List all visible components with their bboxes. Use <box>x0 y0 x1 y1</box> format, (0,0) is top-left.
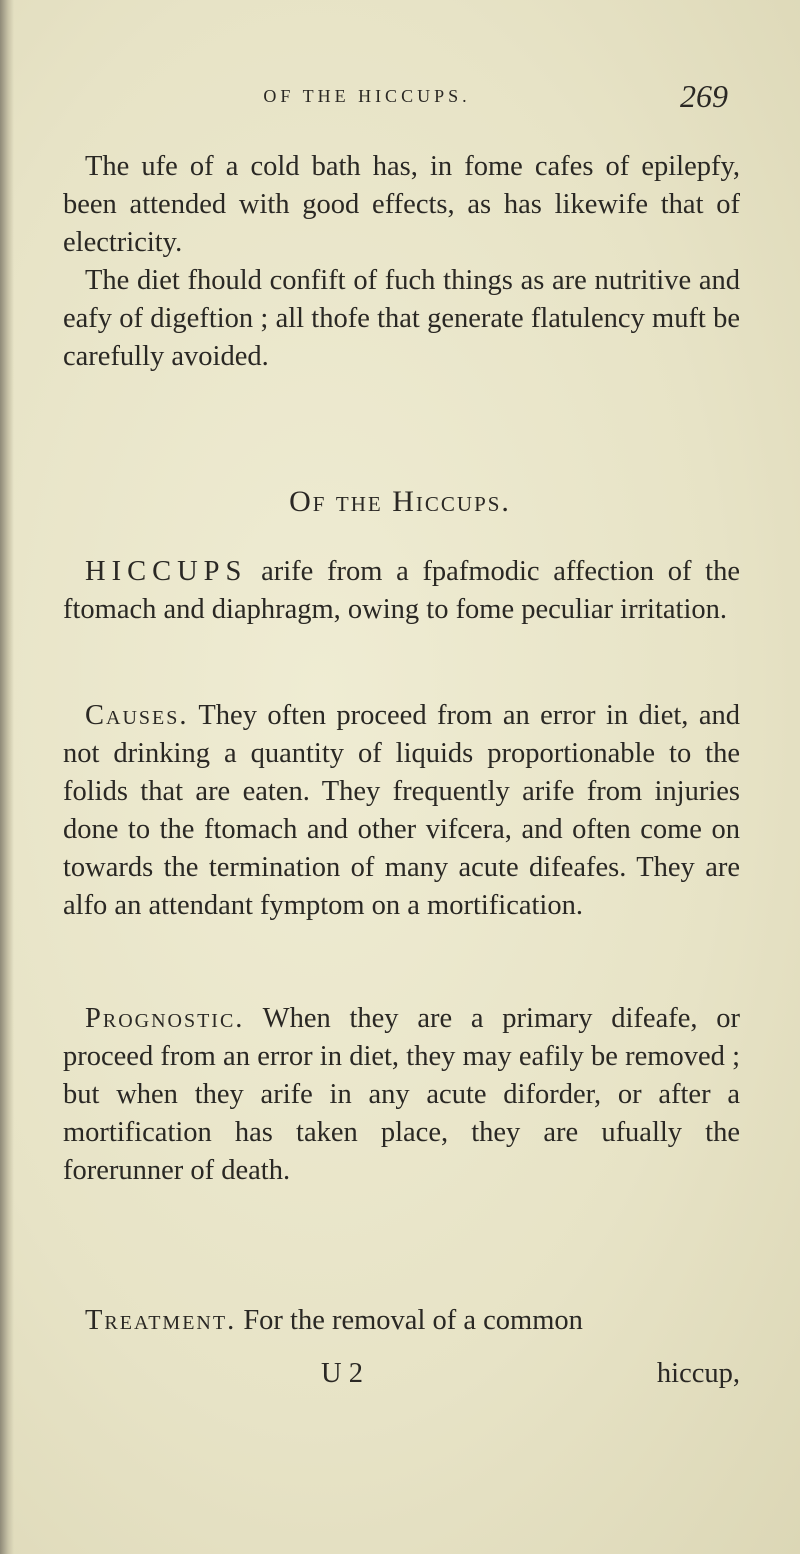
signature-mark: U 2 <box>321 1358 363 1389</box>
causes-paragraph <box>63 697 740 925</box>
prognostic-label: Prognostic. <box>85 1003 245 1034</box>
definition-lead: HICCUPS <box>85 556 248 587</box>
section-heading: Of the Hiccups. <box>289 485 511 518</box>
catchword: hiccup, <box>656 1358 740 1389</box>
page-footer <box>63 1358 740 1398</box>
intro-paragraph-1: The ufe of a cold bath has, in fome cafes of epilepfy, been attended with good effects, as has likewife that of electricity. <box>63 151 740 258</box>
definition-paragraph <box>63 553 740 629</box>
causes-label: Causes. <box>85 700 189 731</box>
running-title: OF THE HICCUPS. <box>263 86 471 106</box>
prognostic-paragraph <box>63 1000 740 1190</box>
treatment-label: Treatment. <box>85 1305 237 1336</box>
page-number: 269 <box>680 78 728 114</box>
treatment-paragraph <box>63 1302 740 1340</box>
definition-text: arife from a fpafmodic affection of the ftomach and diaphragm, owing to fome peculiar irritation. <box>63 556 740 625</box>
prognostic-text: When they are a primary difeafe, or proceed from an error in diet, they may eafily be removed ; but when they arife in any acute diforder, or after a mortification has taken place, they are ufually the forerunner of death. <box>63 1003 740 1186</box>
causes-text: They often proceed from an error in diet, and not drinking a quantity of liquids proportionable to the folids that are eaten. They frequently arife from injuries done to the ftomach and other vifcera, and often come on towards the termination of many acute difeafes. They are alfo an attendant fymptom on a mortification. <box>63 700 740 921</box>
intro-paragraph-2: The diet fhould confift of fuch things as are nutritive and eafy of digeftion ; all thofe that generate flatulency muft be carefully avoided. <box>63 265 740 372</box>
page-binding-edge <box>0 0 14 1554</box>
treatment-text: For the removal of a common <box>236 1305 583 1336</box>
page-header <box>0 78 800 126</box>
